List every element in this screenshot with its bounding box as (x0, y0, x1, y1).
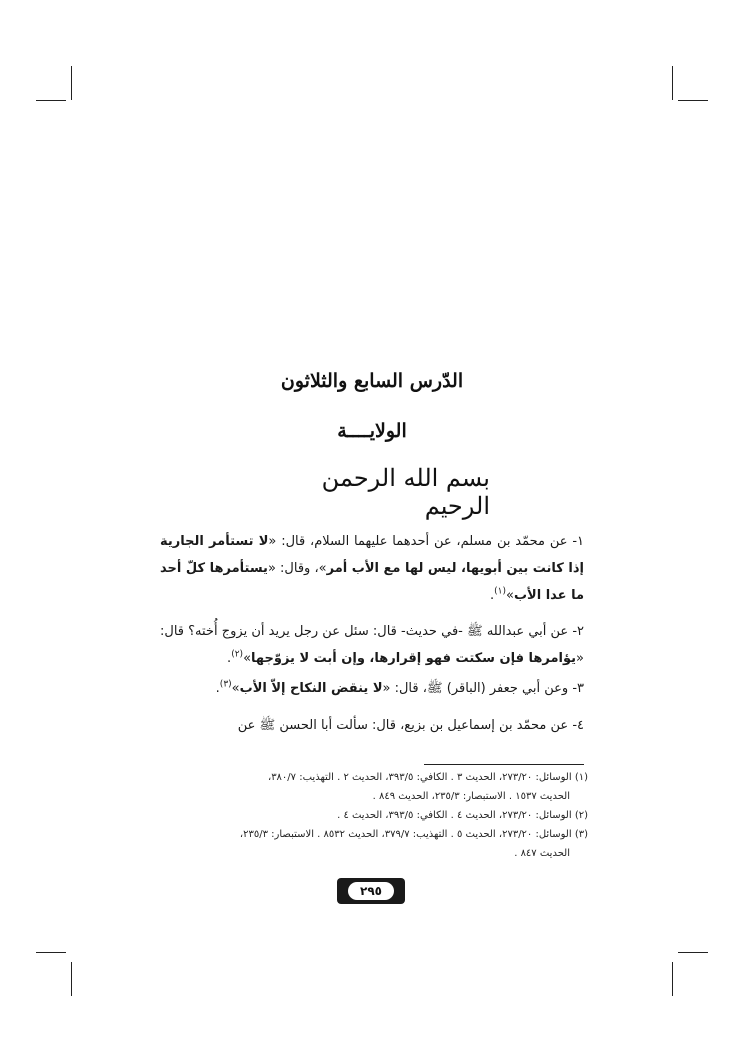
crop-mark (678, 952, 708, 953)
hadith-paragraph-3 (160, 675, 584, 702)
footnote-divider (424, 764, 584, 765)
paragraph-text: . (215, 681, 220, 696)
hadith-quote: لا تستأمر الجارية إذا كانت بين أبويها، ليس لها مع الأب أمر (160, 534, 584, 576)
topic-title: الولايــــة (337, 420, 407, 442)
hadith-quote: يستأمرها كلّ أحد ما عدا الأب (160, 561, 584, 603)
crop-mark (36, 100, 66, 101)
paragraph-text: ٣- وعن أبي جعفر (الباقر) ﷺ، قال: « (382, 681, 584, 696)
footnote-3: (٣) الوسائل: ٢٧٣/٢٠، الحديث ٥ . التهذيب: ٣٧٩/٧، الحديث ٨٥٣٢ . الاستبصار: ٢٣٥/٣، (239, 829, 588, 840)
paragraph-text: » (243, 651, 252, 666)
page-number-badge (337, 878, 405, 904)
crop-mark (672, 66, 673, 100)
lesson-title: الدّرس السابع والثلاثون (280, 370, 464, 392)
crop-mark (678, 100, 708, 101)
paragraph-text: ٢- عن أبي عبدالله ﷺ -في حديث- قال: سئل عن رجل يريد أن يزوج أُخته؟ قال: « (160, 624, 584, 666)
footnote-3-continued: الحديث ٨٤٧ . (514, 848, 570, 859)
hadith-quote: لا ينقض النكاح إلاّ الأب (239, 681, 383, 696)
paragraph-text: »، وقال: « (267, 561, 327, 576)
hadith-paragraph-4 (160, 712, 584, 739)
paragraph-text: . (489, 588, 495, 603)
hadith-quote: يؤامرها فإن سكتت فهو إقرارها، وإن أبت لا يزوّجها (251, 651, 577, 666)
crop-mark (672, 962, 673, 996)
footnotes (160, 768, 588, 863)
footnote-2: (٢) الوسائل: ٢٧٣/٢٠، الحديث ٤ . الكافي: ٣٩٣/٥، الحديث ٤ . (337, 810, 588, 821)
basmala-calligraphy (254, 464, 490, 520)
hadith-paragraph-1 (160, 528, 584, 609)
paragraph-text: » (231, 681, 240, 696)
crop-mark (71, 962, 72, 996)
basmala-text: بسم الله الرحمن الرحيم (321, 464, 490, 520)
footnote-1: (١) الوسائل: ٢٧٣/٢٠، الحديث ٣ . الكافي: ٣٩٣/٥، الحديث ٢ . التهذيب: ٣٨٠/٧، (267, 772, 588, 783)
footnote-ref[interactable]: (١) (494, 586, 506, 597)
footnote-ref[interactable]: (٢) (231, 649, 244, 660)
paragraph-text: ١- عن محمّد بن مسلم، عن أحدهما عليهما السلام، قال: « (268, 534, 584, 549)
hadith-paragraph-2 (160, 618, 584, 672)
paragraph-text: . (227, 651, 232, 666)
paragraph-text: ٤- عن محمّد بن إسماعيل بن بزيع، قال: سألت أبا الحسن ﷺ عن (237, 718, 584, 733)
page-number: ٢٩٥ (348, 882, 394, 900)
paragraph-text: » (506, 588, 514, 603)
footnote-1-continued: الحديث ١٥٣٧ . الاستبصار: ٢٣٥/٣، الحديث ٨٤٩ . (372, 791, 570, 802)
footnote-ref[interactable]: (٣) (219, 679, 232, 690)
crop-mark (36, 952, 66, 953)
crop-mark (71, 66, 72, 100)
